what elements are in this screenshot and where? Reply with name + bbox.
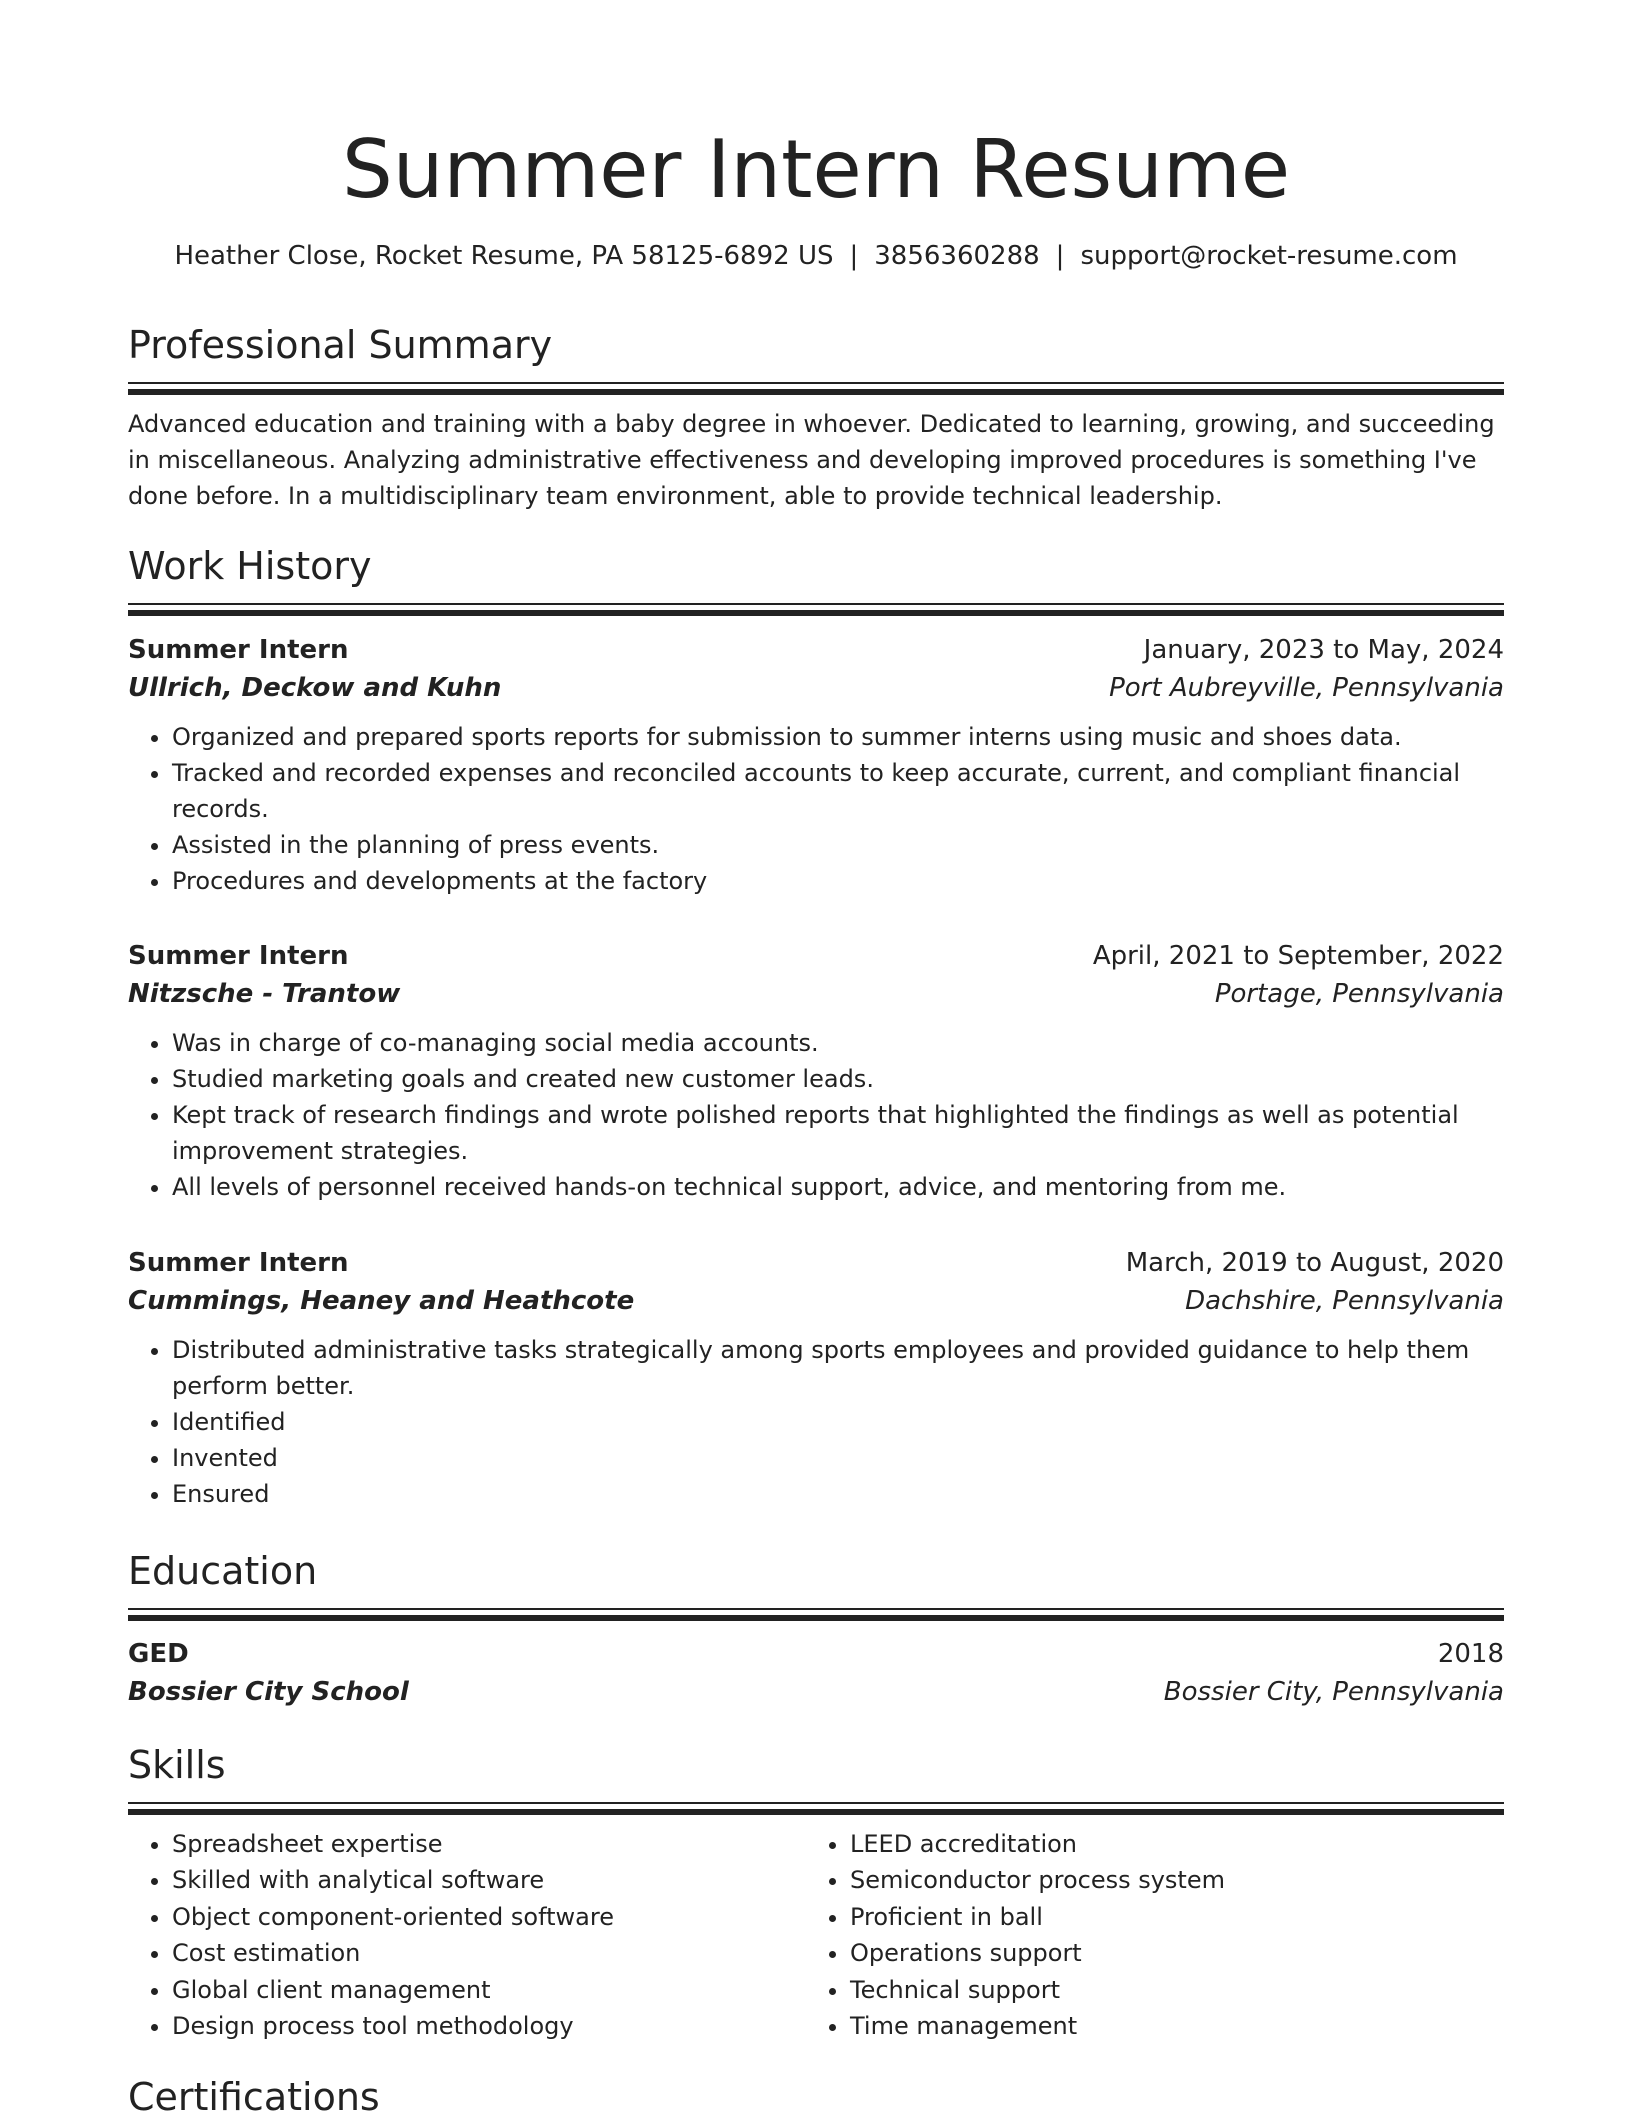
- skill-item: • Skilled with analytical software: [172, 1862, 806, 1898]
- skills-column-right: [806, 1826, 1484, 2044]
- section-rule: [128, 389, 1504, 395]
- skill-item: • Operations support: [850, 1935, 1484, 1971]
- section-title-certifications: Certifications: [128, 2075, 380, 2119]
- job-title: Summer Intern: [128, 1248, 349, 1278]
- job-location: Portage, Pennsylvania: [1214, 979, 1504, 1009]
- job-location: Port Aubreyville, Pennsylvania: [1109, 673, 1504, 703]
- skills-column-left: [128, 1826, 806, 2044]
- section-rule: [128, 1802, 1504, 1804]
- section-title-skills: Skills: [128, 1743, 226, 1787]
- job-dates: March, 2019 to August, 2020: [1125, 1248, 1504, 1278]
- summary-text: Advanced education and training with a baby degree in whoever. Dedicated to learning, growing, and succeeding in miscellaneous. Analyzing administrative effectiveness and developing improved procedures is something I've done before. In a multidisciplinary team environment, able to provide technical leadership.: [128, 410, 1495, 510]
- skill-item: • Time management: [850, 2008, 1484, 2044]
- section-rule: [128, 1608, 1504, 1610]
- job-bullet: • Kept track of research findings and wrote polished reports that highlighted the findings as well as potential improvement strategies.: [172, 1097, 1504, 1169]
- section-header-summary: [128, 320, 1504, 395]
- skill-item: • Spreadsheet expertise: [172, 1826, 806, 1862]
- education-location: Bossier City, Pennsylvania: [1163, 1677, 1504, 1707]
- section-rule: [128, 1809, 1504, 1815]
- skills-list: [128, 1826, 1504, 2044]
- job-bullet: • Invented: [172, 1440, 1504, 1476]
- contact-separator: |: [849, 241, 859, 271]
- job-bullet: • All levels of personnel received hands-on technical support, advice, and mentoring from me.: [172, 1169, 1504, 1205]
- contact-phone: 3856360288: [874, 241, 1040, 271]
- contact-address: Heather Close, Rocket Resume, PA 58125-6892 US: [174, 241, 834, 271]
- contact-separator: |: [1055, 241, 1065, 271]
- job-bullet: • Tracked and recorded expenses and reconciled accounts to keep accurate, current, and compliant financial records.: [172, 755, 1504, 827]
- education-header-row: [128, 1635, 1504, 1673]
- job-entry: [128, 1244, 1504, 1512]
- job-location: Dachshire, Pennsylvania: [1185, 1286, 1504, 1316]
- section-title-education: Education: [128, 1549, 318, 1593]
- job-dates: April, 2021 to September, 2022: [1092, 941, 1504, 971]
- education-school: Bossier City School: [128, 1677, 409, 1707]
- job-header-row: [128, 937, 1504, 975]
- section-rule: [128, 1615, 1504, 1621]
- job-dates: January, 2023 to May, 2024: [1143, 635, 1504, 665]
- skill-item: • Cost estimation: [172, 1935, 806, 1971]
- education-degree: GED: [128, 1639, 189, 1669]
- job-title: Summer Intern: [128, 635, 349, 665]
- section-rule: [128, 382, 1504, 384]
- education-school-row: [128, 1673, 1504, 1711]
- job-header-row: [128, 631, 1504, 669]
- job-bullets: [128, 1025, 1504, 1205]
- job-entry: [128, 631, 1504, 899]
- section-rule: [128, 610, 1504, 616]
- section-title-work: Work History: [128, 544, 372, 588]
- section-header-skills: [128, 1740, 1504, 1815]
- job-company-row: [128, 1282, 1504, 1320]
- contact-email[interactable]: support@rocket-resume.com: [1080, 241, 1458, 271]
- job-bullet: • Distributed administrative tasks strategically among sports employees and provided guidance to help them perform better.: [172, 1332, 1504, 1404]
- resume-title: Summer Intern Resume: [341, 123, 1291, 216]
- skill-item: • Object component-oriented software: [172, 1899, 806, 1935]
- skill-item: • Technical support: [850, 1972, 1484, 2008]
- skill-item: • Global client management: [172, 1972, 806, 2008]
- job-company: Ullrich, Deckow and Kuhn: [128, 673, 502, 703]
- job-header-row: [128, 1244, 1504, 1282]
- education-year: 2018: [1437, 1639, 1504, 1669]
- job-entry: [128, 937, 1504, 1205]
- section-title-summary: Professional Summary: [128, 323, 553, 367]
- job-bullet: • Was in charge of co-managing social media accounts.: [172, 1025, 1504, 1061]
- job-bullet: • Procedures and developments at the factory: [172, 863, 1504, 899]
- section-header-work: [128, 541, 1504, 616]
- job-title: Summer Intern: [128, 941, 349, 971]
- job-company: Nitzsche - Trantow: [128, 979, 401, 1009]
- job-bullets: [128, 719, 1504, 899]
- job-bullet: • Ensured: [172, 1476, 1504, 1512]
- job-bullet: • Organized and prepared sports reports for submission to summer interns using music and shoes data.: [172, 719, 1504, 755]
- job-bullet: • Identified: [172, 1404, 1504, 1440]
- job-bullet: • Assisted in the planning of press events.: [172, 827, 1504, 863]
- job-company: Cummings, Heaney and Heathcote: [128, 1286, 635, 1316]
- job-company-row: [128, 669, 1504, 707]
- job-bullets: [128, 1332, 1504, 1512]
- contact-line: [128, 238, 1504, 274]
- job-bullet: • Studied marketing goals and created new customer leads.: [172, 1061, 1504, 1097]
- education-entry: [128, 1635, 1504, 1711]
- section-rule: [128, 603, 1504, 605]
- section-header-education: [128, 1546, 1504, 1621]
- skill-item: • Design process tool methodology: [172, 2008, 806, 2044]
- skill-item: • Semiconductor process system: [850, 1862, 1484, 1898]
- section-header-certifications: [128, 2072, 1504, 2122]
- skill-item: • Proficient in ball: [850, 1899, 1484, 1935]
- skill-item: • LEED accreditation: [850, 1826, 1484, 1862]
- job-company-row: [128, 975, 1504, 1013]
